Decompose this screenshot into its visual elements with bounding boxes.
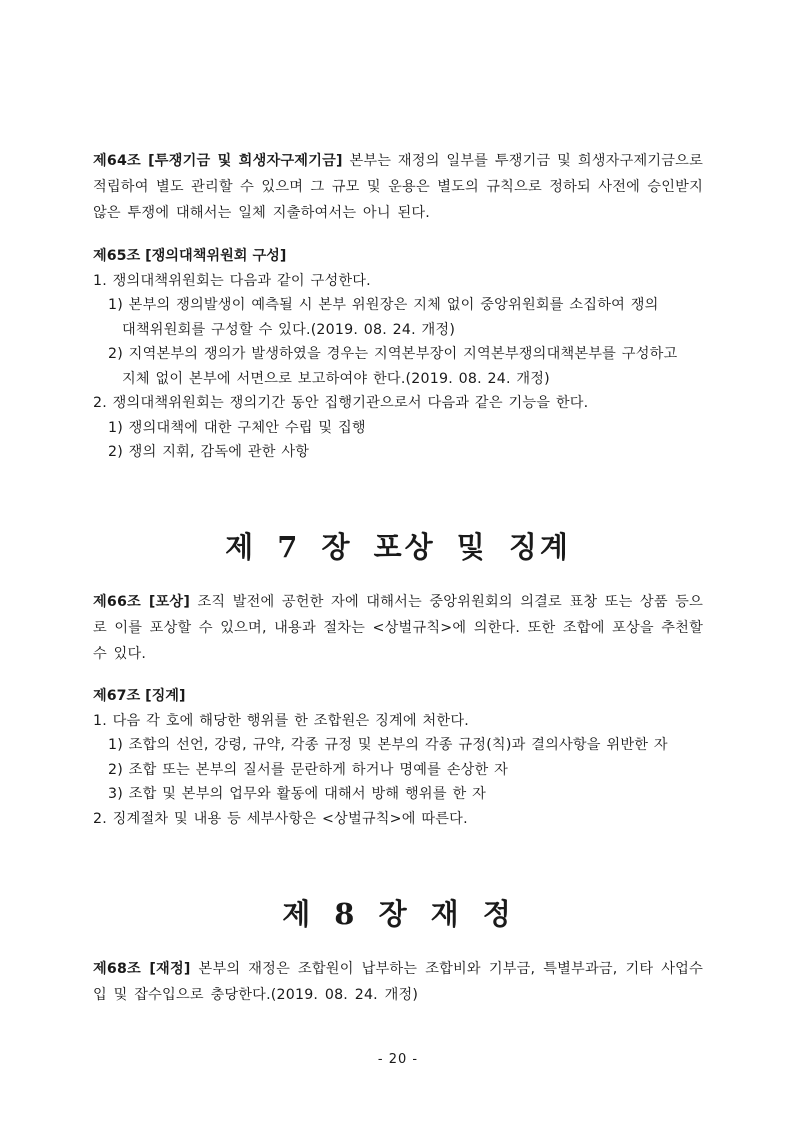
article-67-item-1: 1) 조합의 선언, 강령, 규약, 각종 규정 및 본부의 각종 규정(칙)과 결의사항을 위반한 자 [108,737,668,753]
article-65-item-1-2-cont: 지체 없이 본부에 서면으로 보고하여야 한다.(2019. 08. 24. 개정) [122,370,550,387]
article-64-body: 본부는 재정의 일부를 투쟁기금 및 희생자구제기금으로 적립하여 별도 관리할 수 있으며 그 규모 및 운용은 별도의 규칙으로 정하되 사전에 승인받지 않은 투쟁에 대해서는 일체 지출하여서는 아니 된다. [93,153,703,221]
article-65-clause-1: 1. 쟁의대책위원회는 다음과 같이 구성한다. [93,272,371,289]
article-67-clause-1: 1. 다음 각 호에 해당한 행위를 한 조합원은 징계에 처한다. [93,712,469,729]
article-68 [93,956,703,1008]
article-65-item-1-1: 1) 본부의 쟁의발생이 예측될 시 본부 위원장은 지체 없이 중앙위원회를 소집하여 쟁의 [108,297,659,313]
chapter-7-heading: 제 7 장 포상 및 징계 [225,530,571,564]
article-67-title: 제67조 [징계] [93,688,186,704]
article-67-item-3: 3) 조합 및 본부의 업무와 활동에 대해서 방해 행위를 한 자 [108,786,486,802]
article-66-title: 제66조 [포상] [93,594,191,610]
article-68-body: 본부의 재정은 조합원이 납부하는 조합비와 기부금, 특별부과금, 기타 사업수입 및 잡수입으로 충당한다.(2019. 08. 24. 개정) [93,961,703,1003]
article-66-paragraph [93,589,703,667]
article-67-item-2: 2) 조합 또는 본부의 질서를 문란하게 하거나 명예를 손상한 자 [108,761,509,778]
article-65-item-2-2: 2) 쟁의 지휘, 감독에 관한 사항 [108,444,310,460]
article-66 [93,589,703,667]
article-65-title: 제65조 [쟁의대책위원회 구성] [93,248,287,264]
article-68-paragraph [93,956,703,1008]
article-64-paragraph [93,148,703,226]
article-66-body: 조직 발전에 공헌한 자에 대해서는 중앙위원회의 의결로 표창 또는 상품 등으로 이를 포상할 수 있으며, 내용과 절차는 <상벌규칙>에 의한다. 또한 조합에 포상을 추천할 수 있다. [93,594,703,662]
chapter-8-heading: 제 8 장 재 정 [282,897,514,931]
article-65-item-1-2: 2) 지역본부의 쟁의가 발생하였을 경우는 지역본부장이 지역본부쟁의대책본부를 구성하고 [108,346,678,362]
article-67 [93,684,703,831]
article-65-clause-2: 2. 쟁의대책위원회는 쟁의기간 동안 집행기관으로서 다음과 같은 기능을 한다. [93,395,589,411]
article-64-title: 제64조 [투쟁기금 및 희생자구제기금] [93,153,343,169]
article-65-item-2-1: 1) 쟁의대책에 대한 구체안 수립 및 집행 [108,419,366,436]
article-65-item-1-1-cont: 대책위원회를 구성할 수 있다.(2019. 08. 24. 개정) [122,321,456,338]
page-number: - 20 - [377,1052,419,1067]
article-67-clause-2: 2. 징계절차 및 내용 등 세부사항은 <상벌규칙>에 따른다. [93,810,468,827]
article-64 [93,148,703,226]
article-65 [93,244,703,465]
article-68-title: 제68조 [재정] [93,961,191,977]
